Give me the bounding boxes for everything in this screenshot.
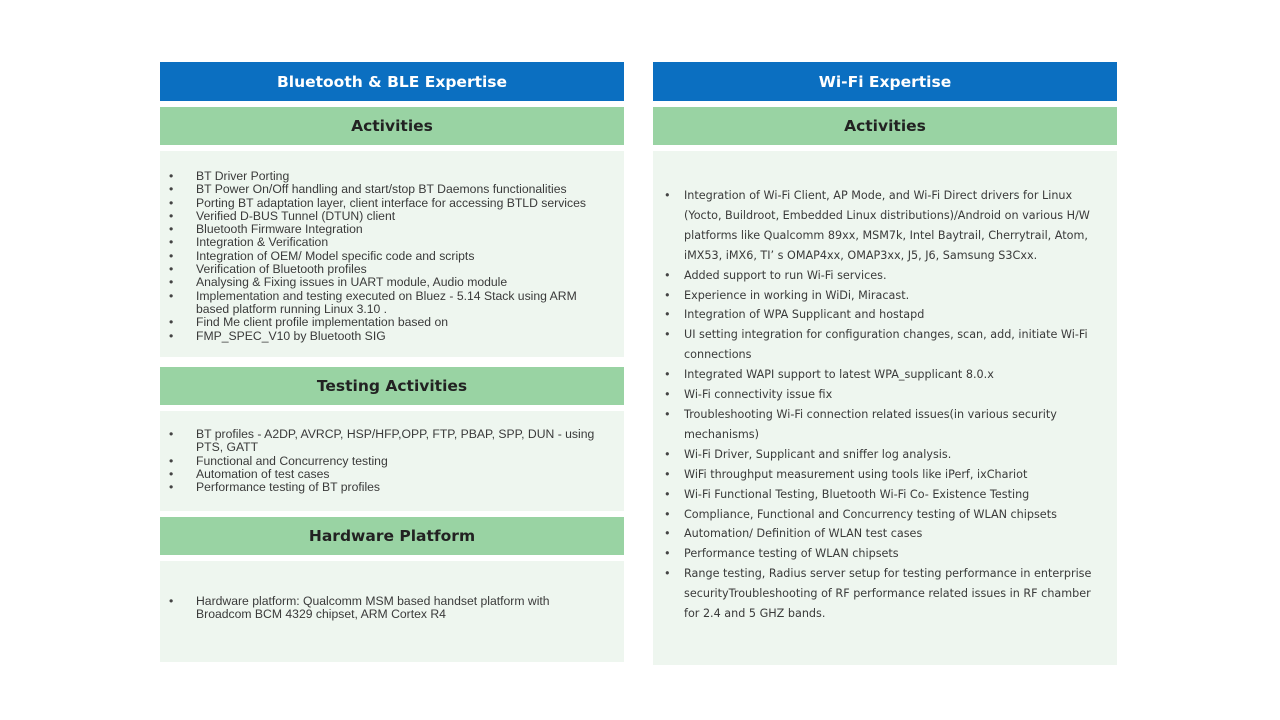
list-item: • Performance testing of WLAN chipsets [684,544,1109,564]
list-item: • Integration & Verification [196,236,616,249]
list-item: • Hardware platform: Qualcomm MSM based handset platform with Broadcom BCM 4329 chipset, ARM Cortex R4 [196,595,616,622]
wifi-activities-heading: Activities [653,107,1117,145]
list-item: • Troubleshooting Wi-Fi connection related issues(in various security mechanisms) [684,405,1109,445]
bt-hardware-panel [160,561,624,662]
list-item: • BT Power On/Off handling and start/stop BT Daemons functionalities [196,183,616,196]
list-item: • Verification of Bluetooth profiles [196,263,616,276]
wifi-column [653,62,1117,665]
bt-hardware-list [160,595,624,622]
list-item: • WiFi throughput measurement using tools like iPerf, ixChariot [684,465,1109,485]
list-item: • BT Driver Porting [196,170,616,183]
list-item: • Performance testing of BT profiles [196,481,616,494]
bluetooth-title: Bluetooth & BLE Expertise [160,62,624,101]
list-item: • FMP_SPEC_V10 by Bluetooth SIG [196,330,616,343]
list-item: • Bluetooth Firmware Integration [196,223,616,236]
list-item: • Porting BT adaptation layer, client interface for accessing BTLD services [196,197,616,210]
bluetooth-column [160,62,624,662]
list-item: • Wi-Fi Driver, Supplicant and sniffer log analysis. [684,445,1109,465]
list-item: • Integration of WPA Supplicant and hostapd [684,305,1109,325]
list-item: • Automation/ Definition of WLAN test cases [684,524,1109,544]
list-item: • Integration of OEM/ Model specific code and scripts [196,250,616,263]
list-item: • Implementation and testing executed on Bluez - 5.14 Stack using ARM based platform running Linux 3.10 . [196,290,616,317]
list-item: • Functional and Concurrency testing [196,455,616,468]
bt-testing-list [160,428,624,494]
bt-activities-list [160,170,624,343]
list-item: • Wi-Fi connectivity issue fix [684,385,1109,405]
list-item: • Wi-Fi Functional Testing, Bluetooth Wi-Fi Co- Existence Testing [684,485,1109,505]
list-item: • Range testing, Radius server setup for testing performance in enterprise securityTroubleshooting of RF performance related issues in RF chamber for 2.4 and 5 GHZ bands. [684,564,1109,624]
list-item: • BT profiles - A2DP, AVRCP, HSP/HFP,OPP, FTP, PBAP, SPP, DUN - using PTS, GATT [196,428,616,455]
list-item: • Experience in working in WiDi, Miracast. [684,286,1109,306]
list-item: • Integrated WAPI support to latest WPA_supplicant 8.0.x [684,365,1109,385]
wifi-activities-list [653,186,1117,624]
bt-activities-heading: Activities [160,107,624,145]
bt-testing-panel [160,411,624,511]
wifi-activities-panel [653,151,1117,665]
list-item: • Added support to run Wi-Fi services. [684,266,1109,286]
wifi-title: Wi-Fi Expertise [653,62,1117,101]
list-item: • Integration of Wi-Fi Client, AP Mode, and Wi-Fi Direct drivers for Linux (Yocto, Buildroot, Embedded Linux distributions)/Android on various H/W platforms like Qualcomm 89xx, MSM7k, Intel Baytrail, Cherrytrail, Atom, iMX53, iMX6, TI’ s OMAP4xx, OMAP3xx, J5, J6, Samsung S3Cxx. [684,186,1109,266]
bt-testing-heading: Testing Activities [160,367,624,405]
bt-activities-panel [160,151,624,357]
list-item: • Find Me client profile implementation based on [196,316,616,329]
list-item: • UI setting integration for configuration changes, scan, add, initiate Wi-Fi connections [684,325,1109,365]
list-item: • Analysing & Fixing issues in UART module, Audio module [196,276,616,289]
list-item: • Automation of test cases [196,468,616,481]
list-item: • Compliance, Functional and Concurrency testing of WLAN chipsets [684,505,1109,525]
list-item: • Verified D-BUS Tunnel (DTUN) client [196,210,616,223]
bt-hardware-heading: Hardware Platform [160,517,624,555]
